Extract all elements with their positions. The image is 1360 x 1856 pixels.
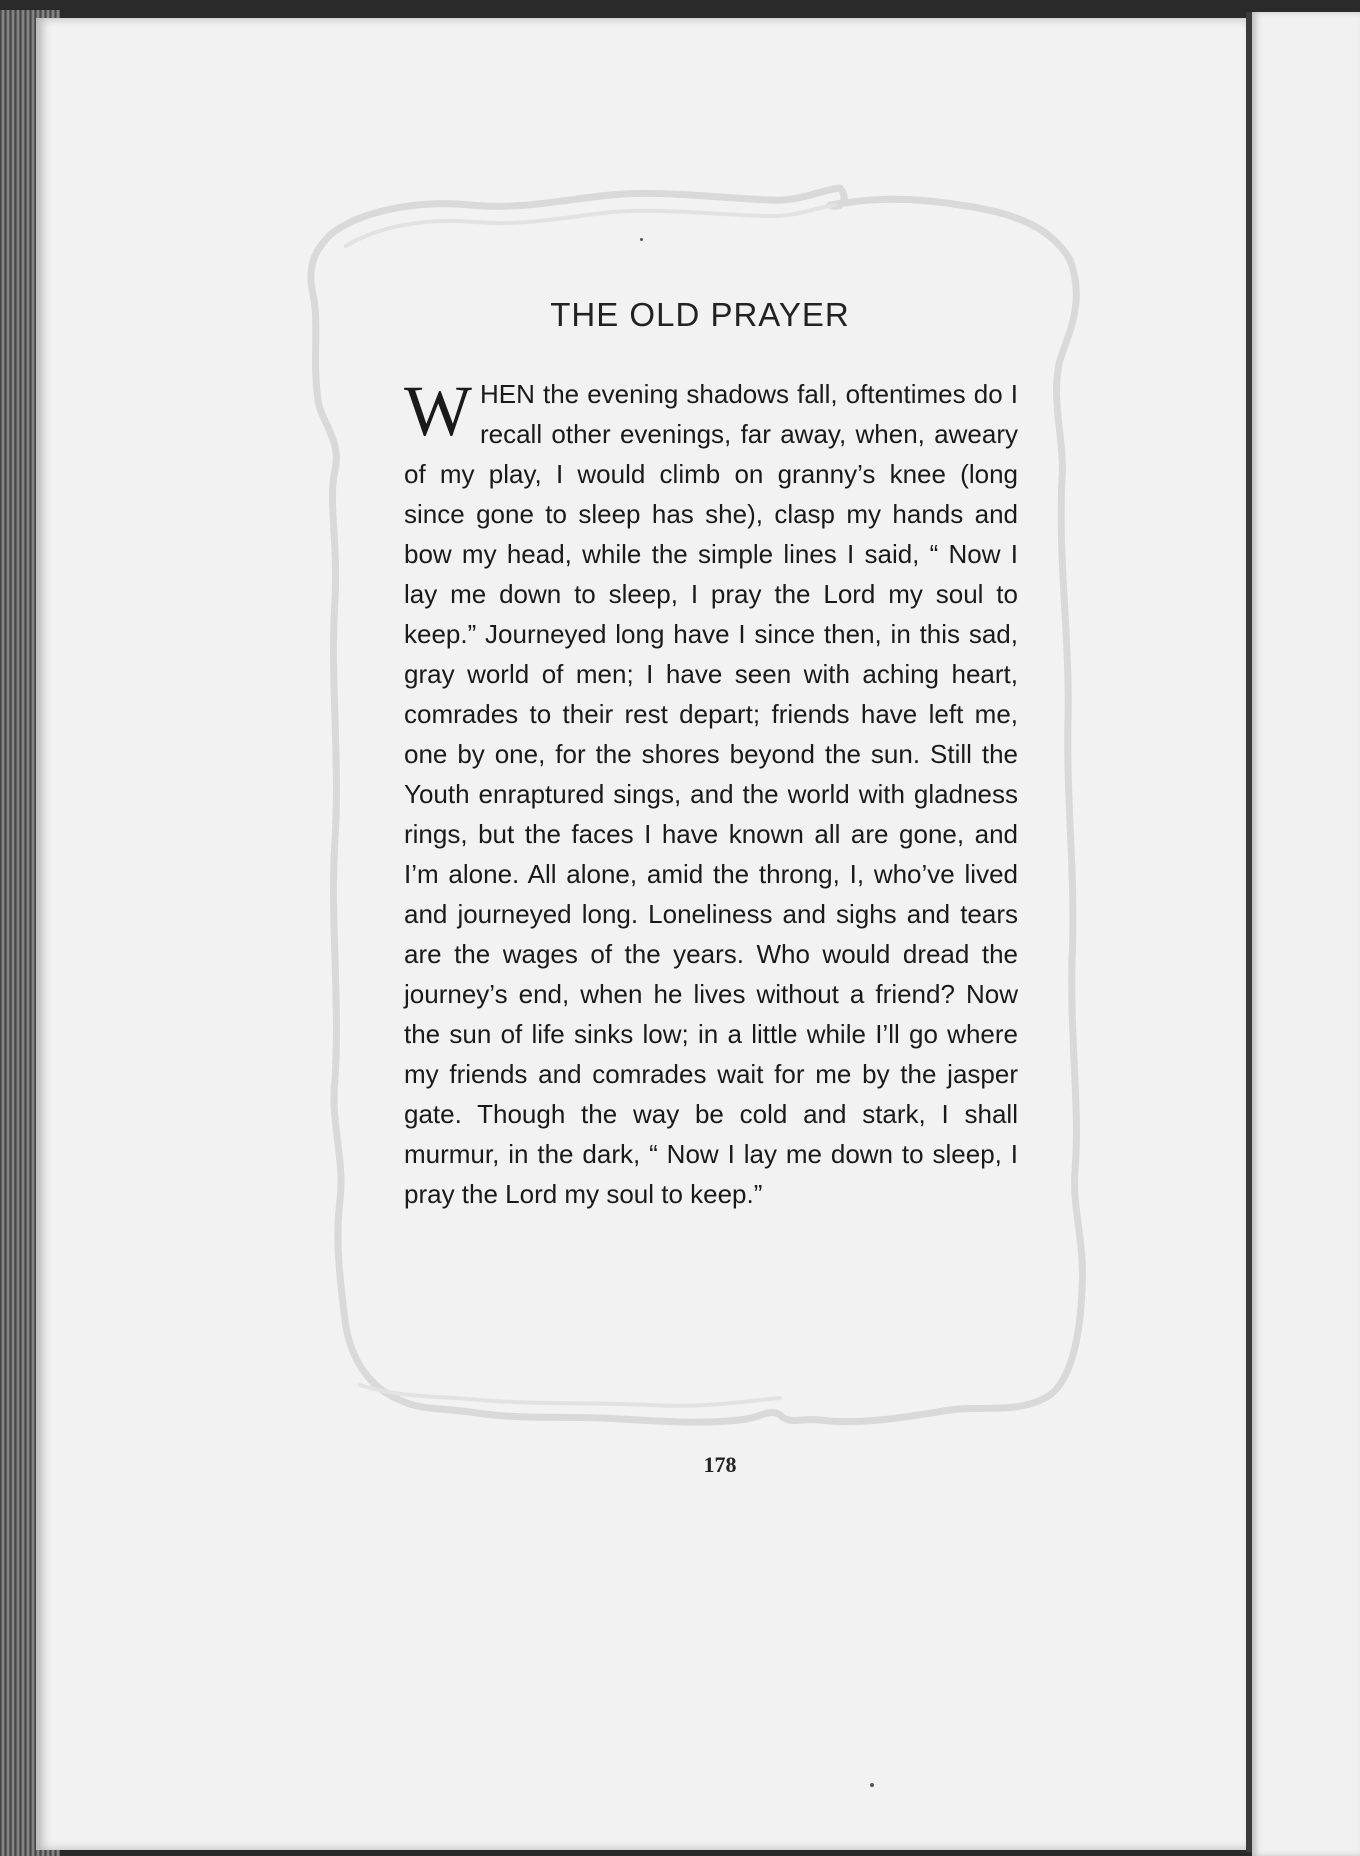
page-number: 178	[703, 1452, 737, 1477]
dust-speck	[870, 1783, 874, 1787]
drop-cap: W	[404, 371, 472, 451]
dust-speck	[640, 238, 643, 241]
page-title: THE OLD PRAYER	[550, 296, 850, 333]
prose-body	[404, 371, 1018, 1214]
prose-paragraph: HEN the evening shadows fall, oftentimes do I recall other evenings, far away, when, aweary of my play, I would climb on granny’s knee (long since gone to sleep has she), clasp my hands and bow my head, while the simple lines I said, “ Now I lay me down to sleep, I pray the Lord my soul to keep.” Journeyed long have I since then, in this sad, gray world of men; I have seen with aching heart, comrades to their rest depart; friends have left me, one by one, for the shores beyond the sun. Still the Youth enraptured sings, and the world with gladness rings, but the faces I have known all are gone, and I’m alone. All alone, amid the throng, I, who’ve lived and journeyed long. Loneliness and sighs and tears are the wages of the years. Who would dread the journey’s end, when he lives without a friend? Now the sun of life sinks low; in a little while I’ll go where my friends and comrades wait for me by the jasper gate. Though the way be cold and stark, I shall murmur, in the dark, “ Now I lay me down to sleep, I pray the Lord my soul to keep.”	[404, 379, 1018, 1209]
